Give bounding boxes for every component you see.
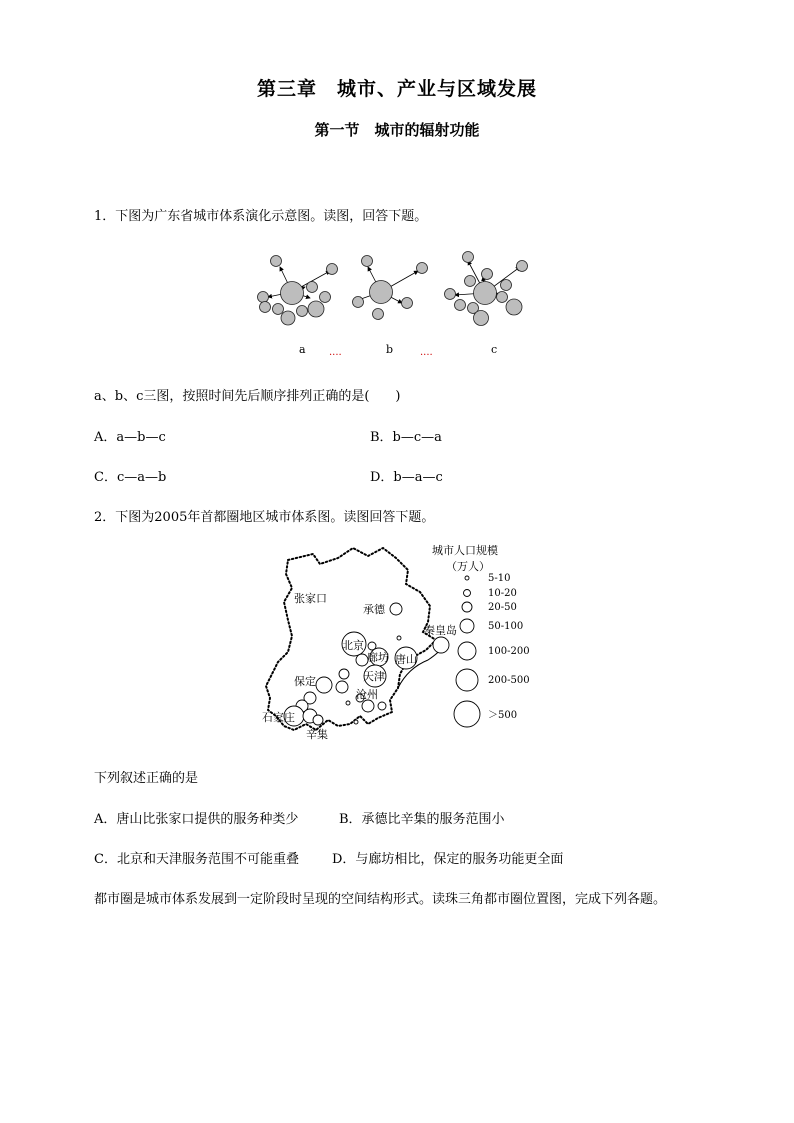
label-beijing: 北京: [342, 639, 364, 652]
q1-stem: 1．下图为广东省城市体系演化示意图。读图，回答下题。: [94, 209, 428, 224]
label-a: a: [299, 343, 306, 356]
tiny-circle: [397, 636, 401, 640]
q2-option-b: B．承德比辛集的服务范围小: [339, 812, 505, 827]
q2-option-d: D．与廊坊相比，保定的服务功能更全面: [332, 852, 564, 867]
label-qinhuangdao: 秦皇岛: [424, 624, 457, 637]
section-title: 第一节 城市的辐射功能: [314, 121, 480, 139]
city-node: [281, 282, 304, 305]
label-xinji: 辛集: [306, 728, 328, 741]
q2-option-c: C．北京和天津服务范围不可能重叠: [94, 852, 299, 867]
qinhuangdao-circle: [433, 637, 449, 653]
legend-item: 200-500: [488, 675, 530, 686]
legend-item: 5-10: [488, 573, 511, 584]
legend-unit: （万人）: [446, 560, 490, 573]
label-c: c: [491, 343, 498, 356]
chapter-title: 第三章 城市、产业与区域发展: [256, 78, 537, 100]
label-shijiazhuang: 石家庄: [262, 711, 295, 724]
q2-map: [258, 540, 538, 745]
label-langfang: 廊坊: [367, 651, 389, 664]
q2-question: 下列叙述正确的是: [94, 771, 199, 786]
label-tianjin: 天津: [363, 670, 385, 683]
cangzhou-circle: [362, 700, 374, 712]
legend-title: 城市人口规模: [432, 544, 498, 557]
legend-item: ＞500: [488, 710, 518, 721]
q1-option-c: C．c—a—b: [94, 470, 167, 485]
q3-intro: 都市圈是城市体系发展到一定阶段时呈现的空间结构形式。读珠三角都市圈位置图，完成下列各题。: [94, 892, 667, 907]
legend-item: 100-200: [488, 646, 530, 657]
label-cangzhou: 沧州: [356, 688, 378, 701]
q2-stem: 2．下图为2005年首都圈地区城市体系图。读图回答下题。: [94, 510, 435, 525]
separator-2: ....: [420, 347, 433, 358]
label-tangshan: 唐山: [395, 653, 417, 666]
chengde-circle: [390, 603, 402, 615]
q1-question: a、b、c三图，按照时间先后顺序排列正确的是( ): [94, 389, 401, 404]
q2-option-a: A．唐山比张家口提供的服务种类少: [94, 812, 299, 827]
label-b: b: [386, 343, 394, 356]
legend-item: 20-50: [488, 602, 517, 613]
q1-option-a: A．a—b—c: [94, 430, 166, 445]
q1-option-b: B．b—c—a: [370, 430, 442, 445]
q1-figure: [250, 245, 540, 365]
label-chengde: 承德: [363, 603, 385, 616]
label-zhangjiakou: 张家口: [294, 592, 327, 605]
baoding-circle: [316, 677, 332, 693]
label-baoding: 保定: [294, 675, 316, 688]
q1-option-d: D．b—a—c: [370, 470, 443, 485]
separator-1: ....: [329, 347, 342, 358]
legend-item: 50-100: [488, 621, 524, 632]
legend-item: 10-20: [488, 588, 517, 599]
